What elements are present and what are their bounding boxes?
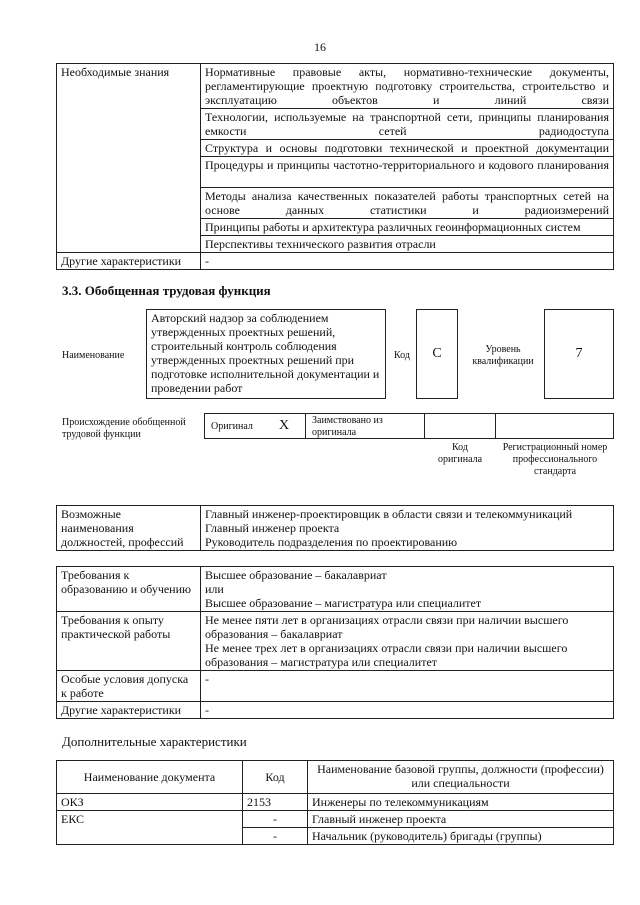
code-label: Код [394, 350, 410, 361]
positions-label: Возможные наименования должностей, профессий [57, 506, 201, 551]
code-value: C [416, 309, 458, 399]
knowledge-item: Принципы работы и архитектура различных геоинформационных систем [201, 219, 614, 236]
education-line: Высшее образование – бакалавриат [205, 568, 387, 582]
position-item: Руководитель подразделения по проектированию [205, 535, 458, 549]
experience-line: Не менее трех лет в организациях отрасли связи при наличии высшего образования – магистратура или специалитет [205, 641, 568, 669]
positions-list [201, 506, 614, 551]
level-value: 7 [544, 309, 614, 399]
level-label: Уровень квалификации [472, 344, 534, 367]
function-name-label: Наименование [62, 350, 125, 361]
knowledge-item: Процедуры и принципы частотно-территориального и кодового планирования [201, 157, 614, 188]
table-row [57, 794, 614, 811]
additional-heading: Дополнительные характеристики [62, 734, 247, 749]
experience-value [201, 612, 614, 671]
header-group: Наименование базовой группы, должности (профессии) или специальности [308, 761, 614, 794]
experience-label: Требования к опыту практической работы [57, 612, 201, 671]
function-name-value: Авторский надзор за соблюдением утвержденных проектных решений, строительный контроль соблюдения утвержденных проектных решений при подготовке исполнительной документации и проведении работ [146, 309, 386, 399]
row-group: Начальник (руководитель) бригады (группы) [308, 828, 614, 845]
education-line: или [205, 582, 224, 596]
special-conditions-value: - [201, 671, 614, 702]
origin-label: Происхождение обобщенной трудовой функции [62, 417, 186, 440]
knowledge-item: Нормативные правовые акты, нормативно-технические документы, регламентирующие проектную подготовку строительства, строительство и эксплуатацию объектов и линий связи [201, 64, 614, 109]
knowledge-label: Необходимые знания [57, 64, 201, 253]
knowledge-item: Технологии, используемые на транспортной сети, принципы планирования емкости сетей радиодоступа [201, 109, 614, 140]
original-label: Оригинал [211, 421, 253, 432]
header-code: Код [243, 761, 308, 794]
other-characteristics-value: - [201, 253, 614, 270]
row-document: ЕКС [57, 811, 243, 845]
registration-number-caption: Регистрационный номер профессионального стандарта [502, 442, 608, 477]
borrowed-label: Заимствовано из оригинала [305, 413, 425, 439]
table-row [57, 811, 614, 828]
original-mark: X [279, 418, 290, 433]
education-line: Высшее образование – магистратура или специалитет [205, 596, 482, 610]
original-code-caption: Код оригинала [437, 442, 483, 465]
row-group: Главный инженер проекта [308, 811, 614, 828]
requirements-table [56, 566, 614, 719]
original-code-cell [424, 413, 496, 439]
page-number: 16 [314, 40, 326, 54]
knowledge-item: Перспективы технического развития отрасли [201, 236, 614, 253]
other-characteristics-label: Другие характеристики [57, 702, 201, 719]
positions-table [56, 505, 614, 551]
knowledge-item: Методы анализа качественных показателей работы транспортных сетей на основе данных статистики и радиоизмерений [201, 188, 614, 219]
additional-table [56, 760, 614, 845]
row-code: - [243, 811, 308, 828]
original-cell [204, 413, 306, 439]
position-item: Главный инженер проекта [205, 521, 340, 535]
row-document: ОКЗ [57, 794, 243, 811]
experience-line: Не менее пяти лет в организациях отрасли связи при наличии высшего образования – бакалавриат [205, 613, 569, 641]
registration-number-cell [495, 413, 614, 439]
row-group: Инженеры по телекоммуникациям [308, 794, 614, 811]
education-value [201, 567, 614, 612]
special-conditions-label: Особые условия допуска к работе [57, 671, 201, 702]
position-item: Главный инженер-проектировщик в области связи и телекоммуникаций [205, 507, 573, 521]
knowledge-table [56, 63, 614, 270]
header-document: Наименование документа [57, 761, 243, 794]
section-heading: 3.3. Обобщенная трудовая функция [62, 283, 271, 298]
row-code: 2153 [243, 794, 308, 811]
education-label: Требования к образованию и обучению [57, 567, 201, 612]
knowledge-item: Структура и основы подготовки технической и проектной документации [201, 140, 614, 157]
other-characteristics-label: Другие характеристики [57, 253, 201, 270]
row-code: - [243, 828, 308, 845]
other-characteristics-value: - [201, 702, 614, 719]
